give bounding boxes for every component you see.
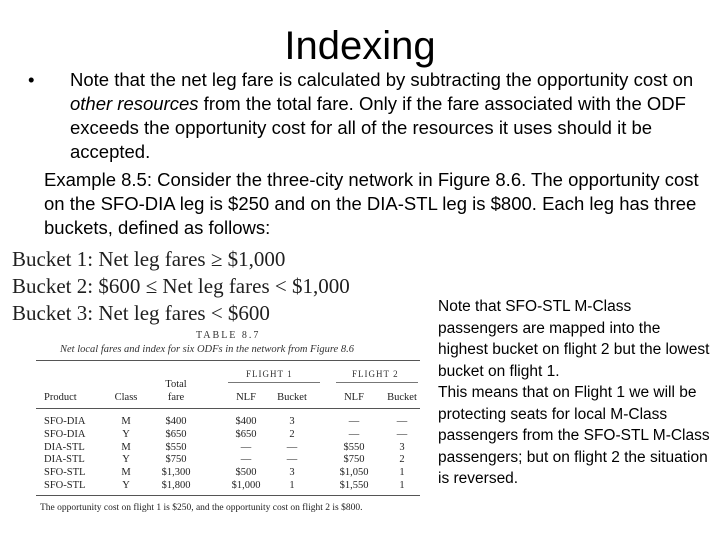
table-cell-class: M [121,441,131,453]
table-cell-total-fare: $550 [165,441,187,453]
bullet-text-italic: other resources [70,93,199,114]
table-cell-total-fare: $1,300 [161,467,191,479]
table-cell-flight1-nlf: $1,000 [231,480,261,491]
table-cell-class: M [121,416,131,427]
table-cell-flight2-nlf: $1,050 [339,467,369,479]
table-cell-flight1-bucket: — [286,441,298,453]
table-cell-flight1-bucket: 3 [289,416,295,427]
header-flight1-nlf: NLF [236,392,256,403]
table-cell-flight2-bucket: — [396,416,408,427]
table-cell-flight1-nlf: $400 [235,416,257,427]
table-cell-flight2-nlf: $1,550 [339,480,369,491]
flight-1-label: FLIGHT 1 [246,369,293,379]
table-subtitle: Net local fares and index for six ODFs in the network from Figure 8.6 [60,344,354,355]
table-cell-flight1-bucket: 1 [289,480,295,491]
slide-title: Indexing [284,24,436,68]
side-note-paragraph-1: Note that SFO-STL M-Class passengers are mapped into the highest bucket on flight 2 but the lowest bucket on flight 1. [438,298,710,380]
table-cell-flight1-nlf: $650 [235,428,257,440]
table-cell-product: SFO-STL [44,467,86,479]
table-cell-flight1-bucket: — [286,454,298,466]
bucket-3-definition: Bucket 3: Net leg fares < $600 [12,301,270,325]
side-note [438,296,710,490]
table-cell-flight2-bucket: — [396,428,408,440]
table-bottom-rule [36,495,420,496]
table-cell-product: SFO-DIA [44,428,86,440]
table-cell-flight1-bucket: 2 [289,428,295,440]
table-cell-total-fare: $400 [165,416,187,427]
header-flight2-nlf: NLF [344,392,364,403]
table-cell-flight1-bucket: 3 [289,467,295,479]
header-class: Class [114,392,138,403]
header-flight2-bucket: Bucket [387,392,417,403]
table-cell-product: DIA-STL [44,454,85,466]
table-cell-flight2-nlf: — [348,428,360,440]
table-cell-total-fare: $1,800 [161,480,191,491]
table-cell-total-fare: $750 [165,454,187,466]
table-cell-class: Y [122,454,130,466]
example-paragraph: Example 8.5: Consider the three-city network in Figure 8.6. The opportunity cost on the SFO-DIA leg is $250 and on the DIA-STL leg is $800. Each leg has three buckets, defined as follows: [44,169,699,238]
bullet-text-start: Note that the net leg fare is calculated by subtracting the opportunity cost on [70,69,694,90]
table-cell-class: Y [122,480,130,491]
bullet-text-end: from the total fare. Only if the fare associated with the ODF exceeds the opportunity cost for all of the resources it uses should it be accepted. [70,93,686,162]
bucket-1-definition: Bucket 1: Net leg fares ≥ $1,000 [12,247,286,271]
bullet-marker: • [28,69,35,90]
header-flight1-bucket: Bucket [277,392,307,403]
table-cell-flight2-bucket: 2 [399,454,405,466]
table-cell-flight1-nlf: $500 [235,467,257,479]
table-cell-total-fare: $650 [165,428,187,440]
table-cell-class: Y [122,428,130,440]
table-cell-flight2-bucket: 1 [399,467,405,479]
table-header-rule [36,408,420,409]
table-cell-flight2-bucket: 3 [399,441,405,453]
table-cell-flight2-nlf: — [348,416,360,427]
table-cell-product: SFO-STL [44,480,86,491]
table-cell-flight1-nlf: — [240,454,252,466]
table-cell-class: M [121,467,131,479]
table-cell-flight2-nlf: $750 [343,454,365,466]
table-cell-product: DIA-STL [44,441,85,453]
table-cell-flight1-nlf: — [240,441,252,453]
header-total-fare: Total fare [165,379,187,403]
side-note-paragraph-2: This means that on Flight 1 we will be protecting seats for local M-Class passengers from the SFO-STL M-Class passengers; but on flight 2 the situation is reversed. [438,384,710,487]
bucket-2-definition: Bucket 2: $600 ≤ Net leg fares < $1,000 [12,274,350,298]
table-footnote: The opportunity cost on flight 1 is $250, and the opportunity cost on flight 2 is $800. [40,503,363,513]
header-product: Product [44,392,77,403]
table-cell-flight2-bucket: 1 [399,480,405,491]
flight-2-label: FLIGHT 2 [352,369,399,379]
table-cell-product: SFO-DIA [44,416,86,427]
table-caption: TABLE 8.7 [196,330,261,341]
table-cell-flight2-nlf: $550 [343,441,365,453]
